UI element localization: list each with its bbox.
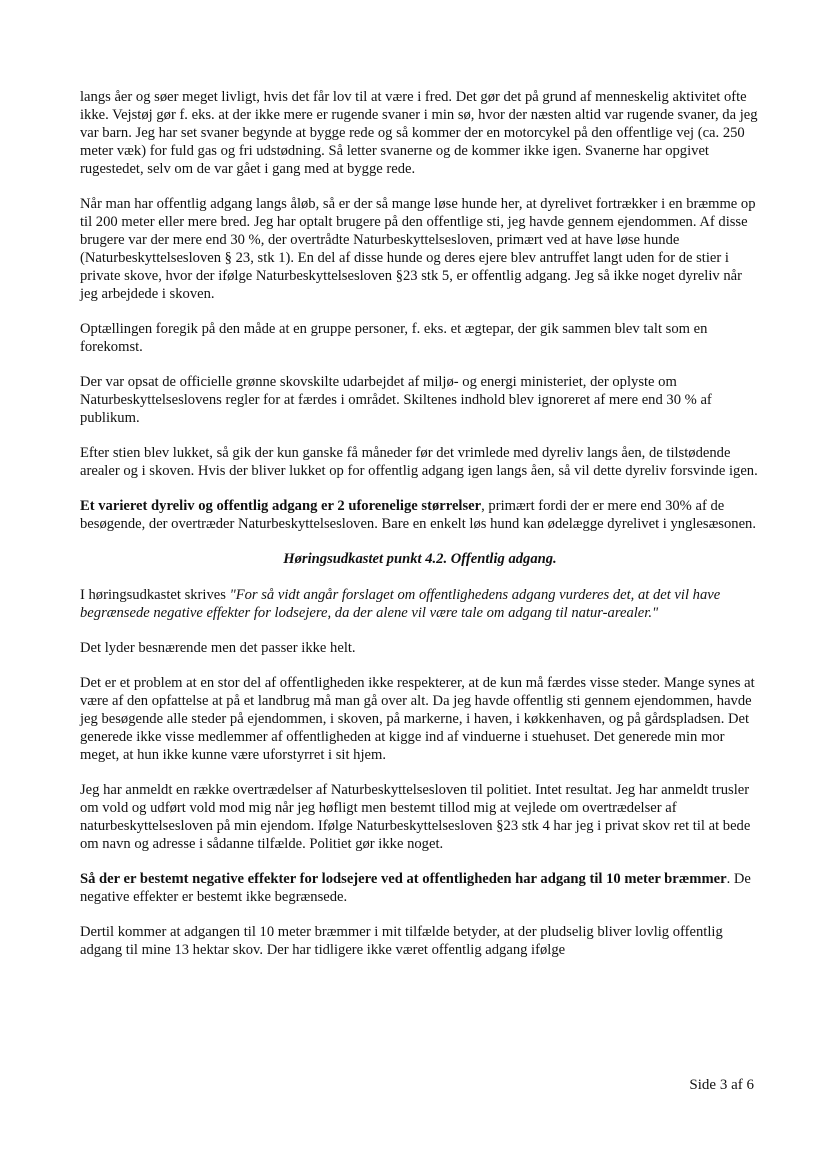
quote-text: "For så vidt angår forslaget om offentlighedens adgang vurderes det, at det vil have begrænsede negative effekter for lodsejere, da der alene vil være tale om adgang til natur-arealer.": [80, 587, 721, 621]
paragraph-loose-dogs: Når man har offentlig adgang langs åløb, så er der så mange løse hunde her, at dyrelivet fortrækker i en bræmme op til 200 meter eller mere bred. Jeg har optalt brugere på den offentlige sti, jeg havde gennem ejendommen. Af disse brugere var der mere end 30 %, der overtrådte Naturbeskyttelsesloven, primært ved at have løse hunde (Naturbeskyttelsesloven § 23, stk 1). En del af disse hunde og deres ejere blev antruffet langt uden for de stier i private skove, hvor der ifølge Naturbeskyttelsesloven §23 stk 5, er offentlig adgang. Jeg så ikke noget dyreliv når jeg arbejdede i skoven.: [80, 196, 756, 302]
paragraph-sounds-appealing: Det lyder besnærende men det passer ikke helt.: [80, 640, 356, 656]
incompatible-rest: , primært fordi der er mere end 30% af de besøgende, der overtræder Naturbeskyttelsesloven. Bare en enkelt løs hund kan ødelægge dyrelivet i ynglesæsonen.: [80, 498, 757, 532]
paragraph-swans: langs åer og søer meget livligt, hvis det får lov til at være i fred. Det gør det på grund af menneskelig aktivitet ofte ikke. Vejstøj gør f. eks. at der ikke mere er rugende svaner i min sø, hvor der næsten altid var rugende svaner, da jeg var barn. Jeg har set svaner begynde at bygge rede og så kommer der en motorcykel på den offentlige vej (ca. 250 meter væk) for fuld gas og fri udstødning. Så letter svanerne og de kommer ikke igen. Svanerne har opgivet rugestedet, selv om de var gået i gang med at bygge rede.: [80, 89, 758, 177]
document-body: [80, 88, 760, 976]
page-number: Side 3 af 6: [689, 1077, 754, 1093]
paragraph-counting-method: Optællingen foregik på den måde at en gruppe personer, f. eks. et ægtepar, der gik sammen blev talt som en forekomst.: [80, 321, 708, 355]
paragraph-negative-effects: [80, 870, 760, 906]
paragraph-hearing-quote: [80, 586, 760, 622]
paragraph-public-respect: Det er et problem at en stor del af offentligheden ikke respekterer, at de kun må færdes visse steder. Mange synes at være af den opfattelse at på et landbrug må man gå over alt. Da jeg havde offentlig sti gennem ejendommen, havde jeg besøgende alle steder på ejendommen, i skoven, på markerne, i haven, i køkkenhaven, og på gårdspladsen. Det generede ikke visse medlemmer af offentligheden at kigge ind af vinduerne i stuehuset. Det generede min mor meget, at hun ikke kunne være uforstyrret i sit hjem.: [80, 675, 755, 763]
paragraph-police-reports: Jeg har anmeldt en række overtrædelser af Naturbeskyttelsesloven til politiet. Intet resultat. Jeg har anmeldt trusler om vold og udført vold mod mig når jeg høfligt men bestemt tillod mig at vejlede om overtrædelser af naturbeskyttelsesloven på min ejendom. Ifølge Naturbeskyttelsesloven §23 stk 4 har jeg i privat skov ret til at bede om navn og adresse i sådanne tilfælde. Politiet gør ikke noget.: [80, 782, 751, 852]
paragraph-forest-signs: Der var opsat de officielle grønne skovskilte udarbejdet af miljø- og energi ministeriet, der oplyste om Naturbeskyttelseslovens regler for at færdes i området. Skiltenes indhold blev ignoreret af mere end 30 % af publikum.: [80, 374, 712, 426]
incompatible-bold-statement: Et varieret dyreliv og offentlig adgang er 2 uforenelige størrelser: [80, 498, 482, 514]
paragraph-incompatible: [80, 497, 760, 533]
paragraph-forest-access: Dertil kommer at adgangen til 10 meter bræmmer i mit tilfælde betyder, at der pludselig bliver lovlig offentlig adgang til mine 13 hektar skov. Der har tidligere ikke været offentlig adgang ifølge: [80, 924, 723, 958]
negative-effects-rest: . De negative effekter er bestemt ikke begrænsede.: [80, 871, 751, 905]
paragraph-path-closed: Efter stien blev lukket, så gik der kun ganske få måneder før det vrimlede med dyreliv langs åen, de tilstødende arealer og i skoven. Hvis der bliver lukket op for offentlig adgang igen langs åen, så vil dette dyreliv forsvinde igen.: [80, 445, 758, 479]
section-heading: Høringsudkastet punkt 4.2. Offentlig adgang.: [283, 551, 557, 567]
negative-effects-bold: Så der er bestemt negative effekter for lodsejere ved at offentligheden har adgang til 10 meter bræmmer: [80, 871, 727, 887]
quote-lead: I høringsudkastet skrives: [80, 587, 230, 603]
